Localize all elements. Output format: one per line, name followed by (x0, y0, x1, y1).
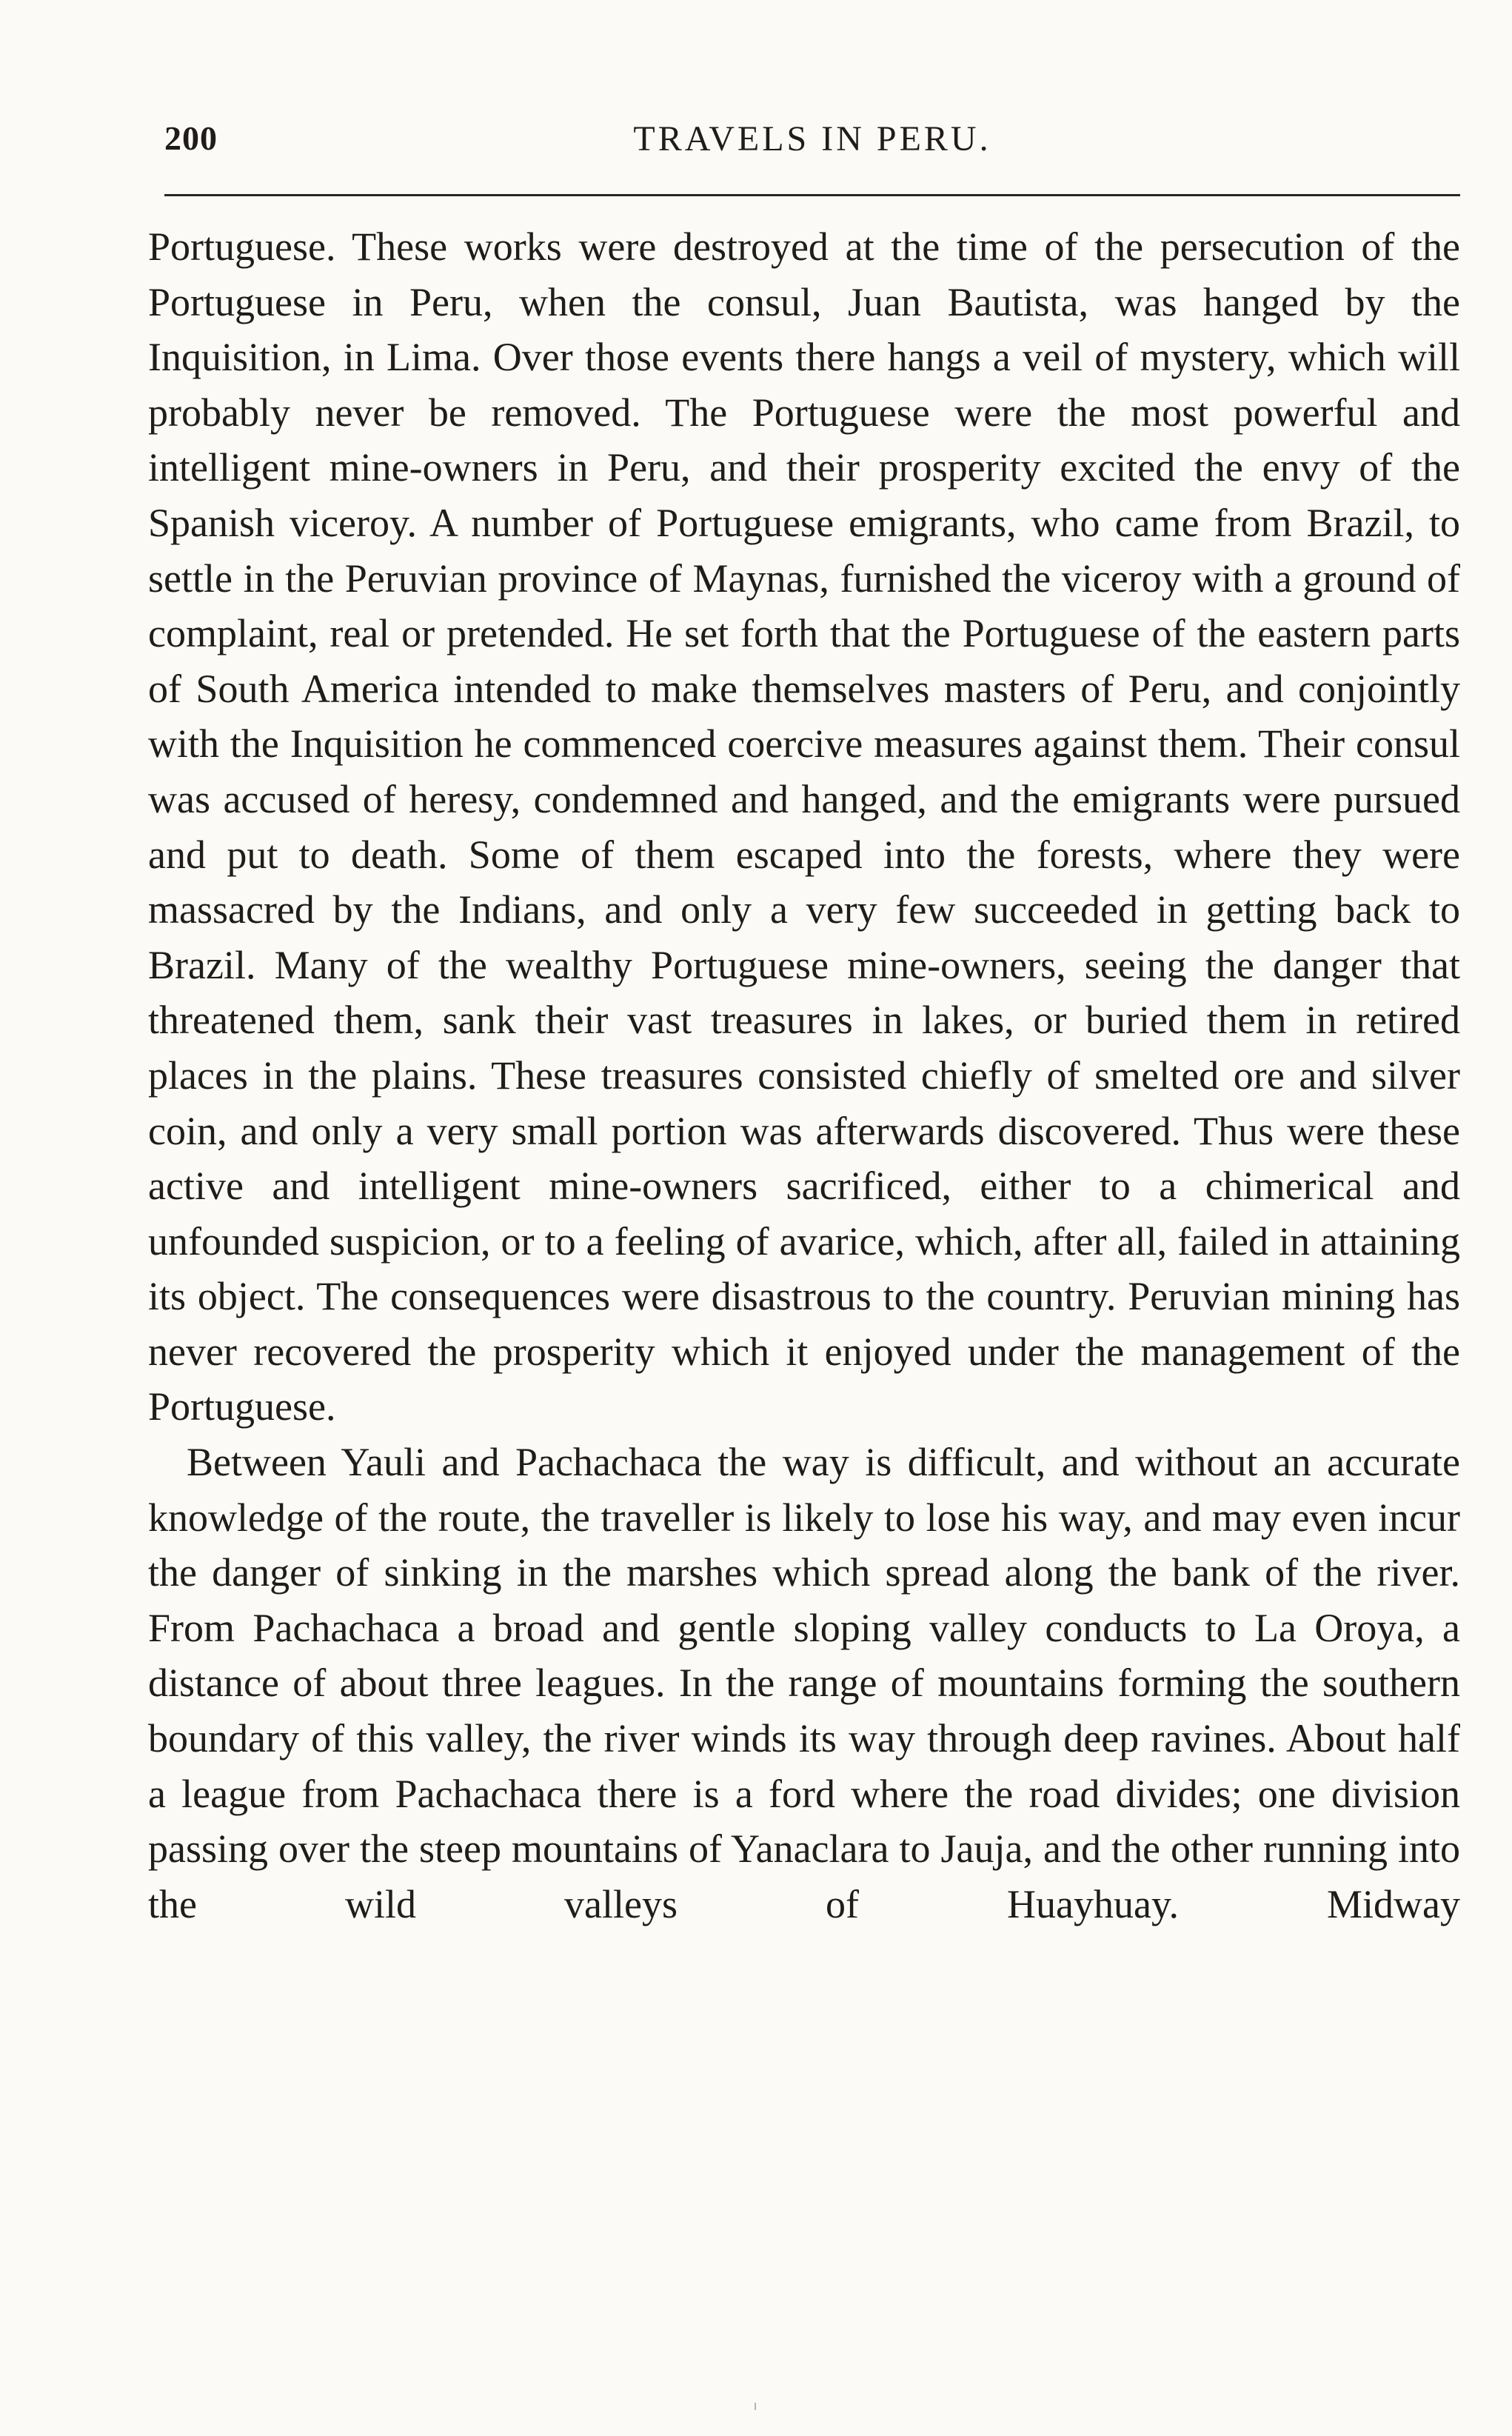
paragraph-yauli-pachachaca: Between Yauli and Pachachaca the way is difficult, and without an accurate knowledge of the route, the traveller is likely to lose his way, and may even incur the danger of sinking in the marshes which spread along the bank of the river. From Pachachaca a broad and gentle sloping valley conducts to La Oroya, a distance of about three leagues. In the range of mountains forming the southern boundary of this valley, the river winds its way through deep ravines. About half a league from Pachachaca there is a ford where the road divides; one division passing over the steep mountains of Yanaclara to Jauja, and the other running into the wild valleys of Huayhuay. Midway (148, 1440, 1460, 1926)
paragraph-continued: Portuguese. These works were destroyed at the time of the persecution of the Portuguese in Peru, when the consul, Juan Bautista, was hanged by the Inquisition, in Lima. Over those events there hangs a veil of mystery, which will probably never be removed. The Portuguese were the most powerful and intelligent mine-owners in Peru, and their prosperity excited the envy of the Spanish viceroy. A number of Portuguese emigrants, who came from Brazil, to settle in the Peruvian province of Maynas, furnished the viceroy with a ground of complaint, real or pretended. He set forth that the Portuguese of the eastern parts of South America intended to make themselves masters of Peru, and conjointly with the Inquisition he commenced coercive measures against them. Their consul was accused of heresy, condemned and hanged, and the emigrants were pursued and put to death. Some of them escaped into the forests, where they were massacred by the Indians, and only a very few succeeded in getting back to Brazil. Many of the wealthy Portuguese mine-owners, seeing the danger that threatened them, sank their vast treasures in lakes, or buried them in retired places in the plains. These treasures consisted chiefly of smelted ore and silver coin, and only a very small portion was afterwards discovered. Thus were these active and intelligent mine-owners sacrificed, either to a chimerical and unfounded suspicion, or to a feeling of avarice, which, after all, failed in attaining its object. The consequences were disastrous to the country. Peruvian mining has never recovered the prosperity which it enjoyed under the management of the Portuguese. (148, 224, 1460, 1429)
header-rule (164, 194, 1460, 196)
page-header (164, 119, 1460, 178)
page-number: 200 (164, 119, 218, 157)
running-title: TRAVELS IN PERU. (633, 119, 991, 158)
body-text (148, 219, 1460, 1932)
printer-mark (755, 2403, 756, 2410)
